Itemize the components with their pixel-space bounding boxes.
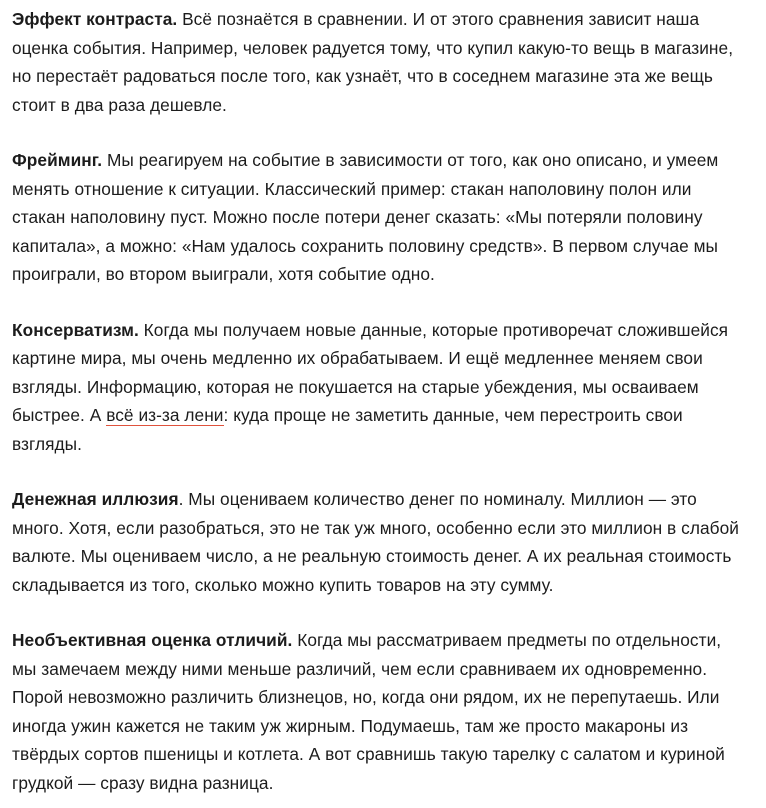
paragraph-conservatism (12, 316, 748, 459)
paragraph-text: Когда мы получаем новые данные, которые противоречат сложившейся картине мира, мы очень медленно их обрабатываем. И ещё медленнее меняем свои взгляды. Информацию, которая не покушается на старые убеждения, мы осваиваем быстрее. А (12, 319, 729, 425)
term-heading: Денежная иллюзия (12, 489, 179, 509)
term-heading: Эффект контраста. (12, 9, 178, 29)
term-heading: Необъективная оценка отличий. (12, 630, 293, 650)
paragraph-text: Когда мы рассматриваем предметы по отдельности, мы замечаем между ними меньше различий, чем если сравниваем их одновременно. Порой невозможно различить близнецов, но, когда они рядом, их не перепутаешь. Или иногда ужин кажется не таким уж жирным. Подумаешь, там же просто макароны из твёрдых сортов пшеницы и котлета. А вот сравнишь такую тарелку с салатом и куриной грудкой — сразу видна разница. (12, 630, 725, 793)
paragraph-framing (12, 146, 748, 289)
paragraph-text: : куда проще не заметить данные, чем перестроить свои взгляды. (12, 405, 683, 454)
term-heading: Фрейминг. (12, 150, 103, 170)
paragraph-text: . Мы оцениваем количество денег по номиналу. Миллион — это много. Хотя, если разобраться, это не так уж много, особенно если это миллион в слабой валюте. Мы оцениваем число, а не реальную стоимость денег. А их реальная стоимость складывается из того, сколько можно купить товаров на эту сумму. (12, 489, 739, 595)
laziness-link[interactable]: всё из-за лени (106, 405, 224, 425)
term-heading: Консерватизм. (12, 319, 139, 340)
paragraph-money-illusion (12, 485, 748, 599)
paragraph-distinction-bias (12, 626, 748, 797)
paragraph-text: Всё познаётся в сравнении. И от этого сравнения зависит наша оценка события. Например, человек радуется тому, что купил какую-то вещь в магазине, но перестаёт радоваться после того, как узнаёт, что в соседнем магазине эта же вещь стоит в два раза дешевле. (12, 9, 734, 115)
paragraph-contrast-effect (12, 5, 748, 119)
paragraph-text: Мы реагируем на событие в зависимости от того, как оно описано, и умеем менять отношение к ситуации. Классический пример: стакан наполовину полон или стакан наполовину пуст. Можно после потери денег сказать: «Мы потеряли половину капитала», а можно: «Нам удалось сохранить половину средств». В первом случае мы проиграли, во втором выиграли, хотя событие одно. (12, 150, 719, 284)
